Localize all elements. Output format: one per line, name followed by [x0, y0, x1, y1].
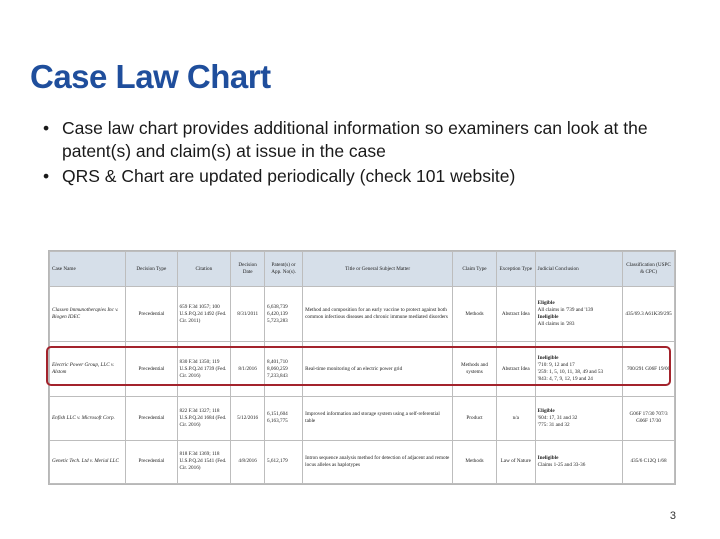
cell-judicial-conclusion [535, 342, 623, 397]
cell-exception-type: Abstract Idea [496, 287, 535, 342]
header-judicial-conclusion: Judicial Conclusion [535, 252, 623, 287]
cell-claim-type: Methods [453, 440, 497, 483]
header-claim-type: Claim Type [453, 252, 497, 287]
cell-patents: 5,612,179 [265, 440, 303, 483]
page-number: 3 [669, 510, 676, 522]
cell-title: Improved information and storage system using a self-referential table [303, 397, 453, 440]
table-row [50, 342, 675, 397]
table-body [50, 287, 675, 484]
cell-decision-date: 5/12/2016 [231, 397, 265, 440]
conclusion-line: '775: 31 and 32 [537, 421, 570, 428]
bullet-text: QRS & Chart are updated periodically (check 101 website) [62, 166, 516, 186]
cell-decision-type: Precedential [126, 397, 177, 440]
cell-patents: 6,638,739 6,420,139 5,723,283 [265, 287, 303, 342]
cell-case-name: Classen Immunotherapies Inc v. Biogen IDEC [50, 287, 126, 342]
header-decision-type: Decision Type [126, 252, 177, 287]
cell-citation: 822 F.3d 1327; 118 U.S.P.Q.2d 1684 (Fed. Cir. 2016) [177, 397, 231, 440]
cell-case-name: Electric Power Group, LLC v. Alstom [50, 342, 126, 397]
bullet-list [40, 117, 690, 190]
cell-judicial-conclusion [535, 440, 623, 483]
cell-patents: 8,401,710 8,060,259 7,233,843 [265, 342, 303, 397]
cell-classification: G06F 17/30 707/3 G06F 17/30 [623, 397, 675, 440]
cell-decision-type: Precedential [126, 287, 177, 342]
header-case-name: Case Name [50, 252, 126, 287]
cell-decision-date: 4/8/2016 [231, 440, 265, 483]
table-row [50, 287, 675, 342]
cell-citation: 659 F.3d 1057; 100 U.S.P.Q.2d 1492 (Fed. Cir. 2011) [177, 287, 231, 342]
cell-classification: 435/69.3 A61K39/295 [623, 287, 675, 342]
header-title: Title or General Subject Matter [303, 252, 453, 287]
cell-judicial-conclusion [535, 397, 623, 440]
cell-claim-type: Product [453, 397, 497, 440]
cell-classification: 435/6 C12Q 1/68 [623, 440, 675, 483]
bullet-item [40, 117, 690, 163]
table-row [50, 440, 675, 483]
cell-claim-type: Methods [453, 287, 497, 342]
conclusion-line: Ineligible [537, 355, 559, 362]
cell-exception-type: Abstract Idea [496, 342, 535, 397]
cell-decision-type: Precedential [126, 342, 177, 397]
cell-title: Real-time monitoring of an electric power grid [303, 342, 453, 397]
cell-patents: 6,151,604 6,163,775 [265, 397, 303, 440]
cell-citation: 830 F.3d 1350; 119 U.S.P.Q.2d 1739 (Fed. Cir. 2016) [177, 342, 231, 397]
cell-case-name: Genetic Tech. Ltd v. Merial LLC [50, 440, 126, 483]
header-exception-type: Exception Type [496, 252, 535, 287]
cell-decision-type: Precedential [126, 440, 177, 483]
conclusion-line: Ineligible [537, 454, 559, 461]
header-patents: Patent(s) or App. No(s). [265, 252, 303, 287]
bullet-dot-icon: • [43, 118, 50, 138]
cell-classification: 700/291 G06F 19/00 [623, 342, 675, 397]
header-citation: Citation [177, 252, 231, 287]
cell-judicial-conclusion [535, 287, 623, 342]
cell-title: Intron sequence analysis method for detection of adjacent and remote locus alleles as haplotypes [303, 440, 453, 483]
conclusion-line: Eligible [537, 300, 555, 307]
conclusion-line: '259: 1, 5, 10, 11, 38, 49 and 53 [537, 369, 604, 376]
conclusion-line: Eligible [537, 407, 555, 414]
conclusion-line: Claims 1-25 and 33-36 [537, 461, 586, 468]
bullet-item [40, 165, 690, 188]
cell-title: Method and composition for an early vaccine to protect against both common infectious diseases and chronic immune mediated disorders [303, 287, 453, 342]
conclusion-line: '604: 17, 31 and 32 [537, 414, 578, 421]
cell-exception-type: Law of Nature [496, 440, 535, 483]
cell-exception-type: n/a [496, 397, 535, 440]
conclusion-line: Ineligible [537, 314, 559, 321]
header-decision-date: Decision Date [231, 252, 265, 287]
table-row [50, 397, 675, 440]
slide-title: Case Law Chart [30, 58, 271, 95]
conclusion-line: All claims in '283 [537, 321, 575, 328]
cell-case-name: Enfish LLC v. Microsoft Corp. [50, 397, 126, 440]
cell-decision-date: 8/31/2011 [231, 287, 265, 342]
cell-claim-type: Methods and systems [453, 342, 497, 397]
conclusion-line: All claims in '739 and '139 [537, 307, 594, 314]
bullet-text: Case law chart provides additional information so examiners can look at the patent(s) and claim(s) at issue in the case [62, 118, 648, 161]
table-header-row [50, 252, 675, 287]
header-classification: Classification (USPC & CPC) [623, 252, 675, 287]
cell-decision-date: 8/1/2016 [231, 342, 265, 397]
case-law-table-image [48, 250, 676, 485]
cell-citation: 818 F.3d 1369; 118 U.S.P.Q.2d 1541 (Fed. Cir. 2016) [177, 440, 231, 483]
bullet-dot-icon: • [43, 166, 50, 186]
case-law-table [49, 251, 675, 484]
conclusion-line: '843: 4, 7, 9, 12, 19 and 24 [537, 376, 593, 383]
conclusion-line: '710: 9, 12 and 17 [537, 362, 575, 369]
